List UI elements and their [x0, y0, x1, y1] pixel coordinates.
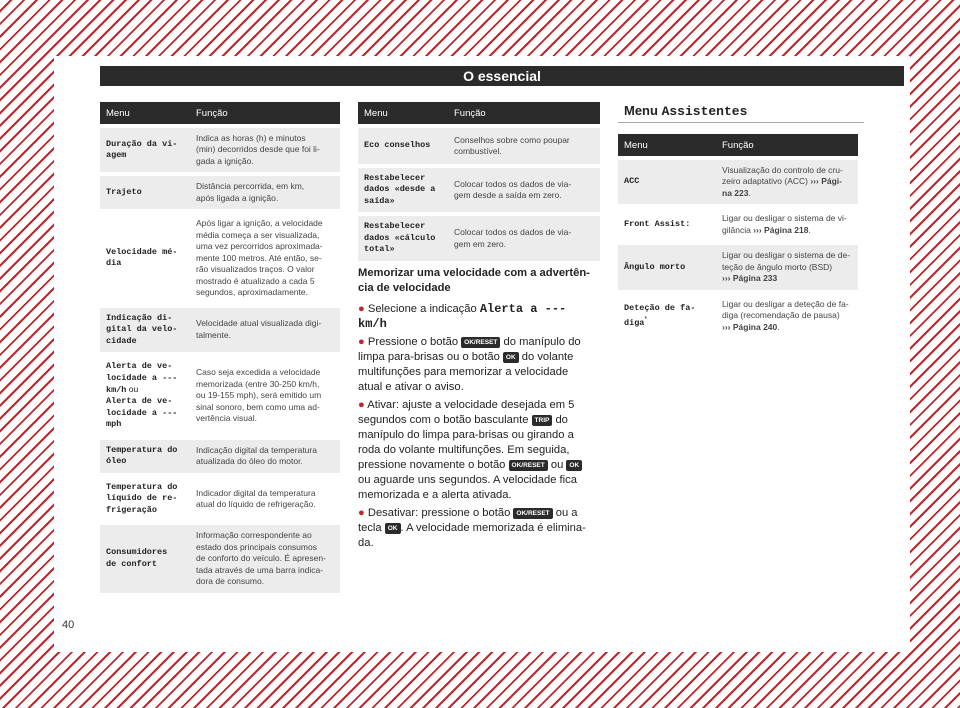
- table-row: [100, 525, 340, 596]
- menu-cell: Eco conselhos: [358, 128, 448, 168]
- table-row: [358, 216, 600, 264]
- table-row: [100, 128, 340, 176]
- menu-cell: [618, 294, 716, 342]
- bullet-2: [358, 335, 602, 395]
- bullet-text: ou: [547, 459, 567, 471]
- func-cell: Colocar todos os dados de via- gem em zero.: [448, 216, 600, 264]
- bullet-icon: ●: [358, 399, 365, 411]
- bullet-text: Desativar: pressione o botão: [367, 507, 514, 519]
- bullet-text: ou a tecla: [358, 507, 578, 534]
- col-func: Função: [716, 134, 858, 160]
- func-cell: [716, 208, 858, 245]
- section-title-prefix: Menu: [624, 103, 662, 118]
- ok-key-icon: OK: [566, 460, 582, 471]
- table-row: [618, 208, 858, 245]
- func-end: .: [777, 321, 780, 332]
- section-heading: Memorizar uma velocidade com a advertên- cia de velocidade: [358, 267, 590, 294]
- col-menu: Menu: [100, 102, 190, 128]
- table-row: [100, 477, 340, 525]
- bullet-text: do manípulo do limpa para-brisas ou girando a roda do volante multifunções. Em seguida, pressione novamente o botão: [358, 414, 574, 471]
- table-row: [618, 160, 858, 208]
- display-text: Alerta a --- km/h: [358, 302, 567, 331]
- page-ref: ››› Página 233: [722, 273, 778, 284]
- menu-cell: Restabelecer dados «desde a saída»: [358, 168, 448, 216]
- table-row: [100, 440, 340, 477]
- menu-text: Deteção de fa- diga: [624, 303, 696, 328]
- func-end: .: [808, 224, 811, 235]
- menu-cell: Front Assist:: [618, 208, 716, 245]
- page-ref: ››› Pági- na 223: [722, 176, 842, 198]
- func-cell: Distância percorrida, em km, após ligada a ignição.: [190, 176, 340, 213]
- func-cell: Informação correspondente ao estado dos principais consumos de conforto do veículo. É apresen- tada através de uma barra indica- dora de consumo.: [190, 525, 340, 596]
- assistants-table: [618, 134, 858, 342]
- func-text: Ligar ou desligar o sistema de de- teção de ângulo morto (BSD): [722, 250, 851, 272]
- menu-cell: ACC: [618, 160, 716, 208]
- menu-cell: Duração da vi- agem: [100, 128, 190, 176]
- func-text: Ligar ou desligar o sistema de vi- gilância: [722, 213, 847, 235]
- table-row: [100, 308, 340, 356]
- bullet-4: [358, 506, 602, 551]
- page-number: 40: [62, 619, 75, 631]
- bullet-1: [358, 302, 602, 332]
- manual-page: [54, 56, 910, 652]
- func-text: Visualização do controlo de cru- zeiro adaptativo (ACC): [722, 165, 843, 187]
- table-row: [358, 168, 600, 216]
- func-cell: Colocar todos os dados de via- gem desde a saída em zero.: [448, 168, 600, 216]
- menu-cell: Temperatura do líquido de re- frigeração: [100, 477, 190, 525]
- memorize-section: [358, 266, 602, 554]
- section-title-mono: Assistentes: [661, 104, 748, 119]
- menu-cell: [100, 356, 190, 440]
- menu-cell: Indicação di- gital da velo- cidade: [100, 308, 190, 356]
- col-menu: Menu: [618, 134, 716, 160]
- col-func: Função: [190, 102, 340, 128]
- table-header: [358, 102, 600, 128]
- func-cell: Conselhos sobre como poupar combustível.: [448, 128, 600, 168]
- func-cell: Caso seja excedida a velocidade memorizada (entre 30-250 km/h, ou 19-155 mph), será emitido um sinal sonoro, bem como uma ad- vertência visual.: [190, 356, 340, 440]
- table-row: [618, 294, 858, 342]
- footnote-mark: *: [644, 314, 648, 323]
- bullet-text: Pressione o botão: [367, 336, 462, 348]
- table-header: [100, 102, 340, 128]
- func-cell: [716, 245, 858, 293]
- section-title-assistentes: [618, 100, 864, 123]
- bullet-icon: ●: [358, 336, 365, 348]
- trip-key-icon: TRIP: [532, 415, 553, 426]
- menu-cell: Ângulo morto: [618, 245, 716, 293]
- menu-or: ou: [126, 383, 139, 394]
- menu-cell: Temperatura do óleo: [100, 440, 190, 477]
- ok-reset-key-icon: OK/RESET: [509, 460, 548, 471]
- col-func: Função: [448, 102, 600, 128]
- func-cell: Após ligar a ignição, a velocidade média começa a ser visualizada, uma vez percorridos aproximada- mente 100 metros. Até então, se- rão visualizados traços. O valor mostrado é atualizado a cada 5 segundos, aproximadamente.: [190, 213, 340, 307]
- menu-mph: Alerta de ve- locidade a --- mph: [106, 396, 178, 430]
- bullet-icon: ●: [358, 303, 365, 315]
- table-row: [100, 356, 340, 440]
- menu-cell: Velocidade mé- dia: [100, 213, 190, 307]
- func-cell: Indica as horas (h) e minutos (min) decorridos desde que foi li- gada a ignição.: [190, 128, 340, 176]
- reset-table: [358, 102, 600, 265]
- func-text: Ligar ou desligar a deteção de fa- diga (recomendação de pausa): [722, 298, 849, 321]
- bullet-text: . A velocidade memorizada é elimina- da.: [358, 522, 586, 549]
- menu-cell: Restabelecer dados «cálculo total»: [358, 216, 448, 264]
- func-cell: [716, 160, 858, 208]
- bullet-text: do manípulo do limpa para-brisas ou o botão: [358, 336, 581, 363]
- table-row: [100, 176, 340, 213]
- page-ref: ››› Página 218: [753, 224, 809, 235]
- bullet-text: ou aguarde uns segundos. A velocidade fica memorizada e a alerta ativada.: [358, 474, 577, 501]
- menu-kmh: Alerta de ve- locidade a --- km/h: [106, 361, 178, 395]
- ok-key-icon: OK: [503, 352, 519, 363]
- ok-reset-key-icon: OK/RESET: [513, 508, 552, 519]
- table-row: [100, 213, 340, 307]
- func-cell: Velocidade atual visualizada digi- talmente.: [190, 308, 340, 356]
- page-header: O essencial: [100, 66, 904, 86]
- bullet-3: [358, 398, 602, 503]
- func-cell: Indicação digital da temperatura atualizada do óleo do motor.: [190, 440, 340, 477]
- func-end: .: [748, 187, 751, 198]
- ok-key-icon: OK: [385, 523, 401, 534]
- table-row: [358, 128, 600, 168]
- bullet-text: Selecione a indicação: [367, 303, 480, 315]
- ok-reset-key-icon: OK/RESET: [461, 337, 500, 348]
- page-ref: ››› Página 240: [722, 321, 778, 332]
- bullet-text: Ativar: ajuste a velocidade desejada em 5 segundos com o botão basculante: [358, 399, 575, 426]
- menu-cell: Consumidores de confort: [100, 525, 190, 596]
- col-menu: Menu: [358, 102, 448, 128]
- table-header: [618, 134, 858, 160]
- func-cell: [716, 294, 858, 342]
- bullet-text: do volante multifunções para memorizar a velocidade atual e ativar o aviso.: [358, 351, 574, 393]
- bullet-icon: ●: [358, 507, 365, 519]
- menu-cell: Trajeto: [100, 176, 190, 213]
- table-row: [618, 245, 858, 293]
- trip-data-table: [100, 102, 340, 597]
- func-cell: Indicador digital da temperatura atual do líquido de refrigeração.: [190, 477, 340, 525]
